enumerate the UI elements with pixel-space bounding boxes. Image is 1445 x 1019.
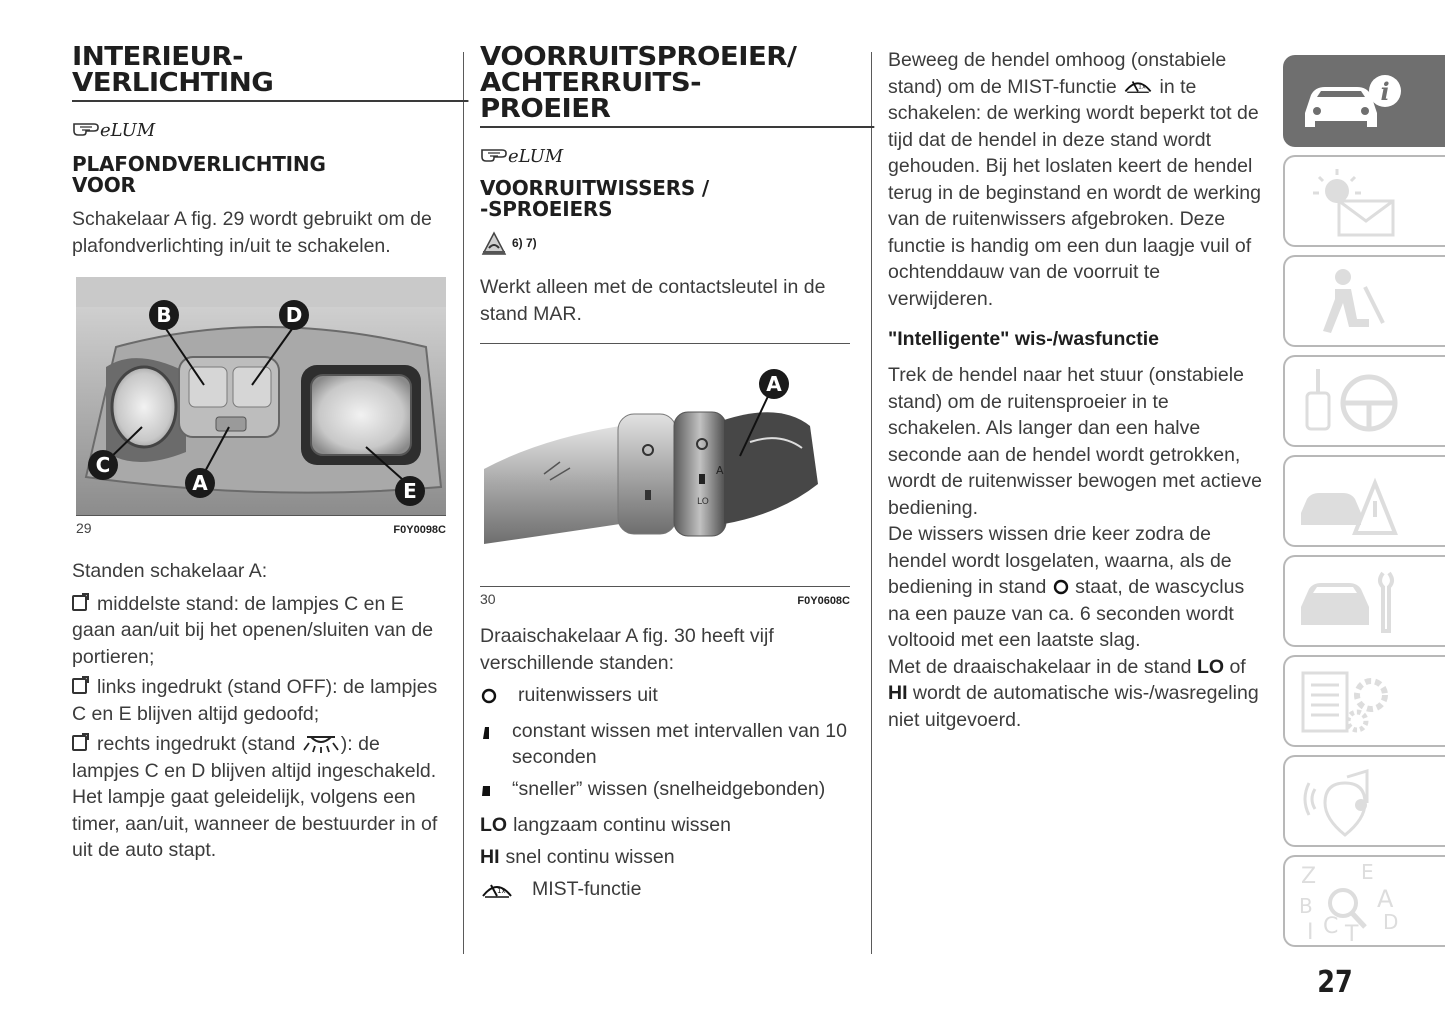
lo-hi-paragraph: Met de draaischakelaar in de stand LO of HI wordt de automatische wis-/wasregeling niet uitgevoerd. <box>888 655 1259 731</box>
section-heading-interior-lighting: INTERIEUR- VERLICHTING <box>72 44 468 102</box>
position-item: HI snel continu wissen <box>480 846 675 868</box>
bullet-item: middelste stand: de lampjes C en E gaan aan/uit bij het openen/sluiten van de portieren; <box>72 592 434 668</box>
positions-title: Standen schakelaar A: <box>72 560 268 582</box>
svg-text:A: A <box>1377 885 1394 913</box>
elum-hand-icon <box>72 116 156 141</box>
mist-paragraph: Beweeg de hendel omhoog (onstabiele stand) om de MIST-functie 1x in te schakelen: de werking wordt beperkt tot de tijd dat de hendel in deze stand wordt gehouden. Bij het loslaten keert de hendel terug in de beginstand en wordt de werking van de ruitenwissers afgebroken. Deze functie is handig om een dun laagje vuil of ochtenddauw van de voorruit te verwijderen. <box>888 49 1261 310</box>
warning-reference: 6) 7) <box>480 230 852 256</box>
figure-code: F0Y0608C <box>797 595 850 607</box>
svg-text:B: B <box>1299 894 1313 918</box>
position-item: constant wissen met intervallen van 10 seconden <box>480 718 852 770</box>
svg-text:B: B <box>156 303 172 327</box>
svg-text:T: T <box>1345 922 1359 947</box>
ceiling-light-symbol-icon <box>301 733 341 753</box>
svg-text:E: E <box>1361 860 1374 884</box>
tab-multimedia[interactable] <box>1283 755 1445 847</box>
elum-hand-icon <box>480 142 564 167</box>
column-divider <box>463 52 464 954</box>
car-info-icon <box>1295 63 1405 139</box>
figure-29 <box>72 277 446 536</box>
technical-data-icon <box>1295 663 1405 739</box>
figure-number: 30 <box>480 591 496 607</box>
svg-text:I: I <box>1307 920 1314 945</box>
callout-e <box>395 476 425 506</box>
svg-text:D: D <box>1383 910 1399 934</box>
column-divider <box>871 52 872 954</box>
position-item: LO langzaam continu wissen <box>480 814 731 836</box>
hi-label: HI <box>480 846 500 868</box>
callout-a <box>185 468 215 498</box>
svg-text:C: C <box>95 453 111 477</box>
bullet-item: rechts ingedrukt (stand ): de lampjes C en D blijven altijd ingeschakeld. <box>72 733 437 782</box>
svg-text:C: C <box>1323 914 1339 939</box>
off-circle-icon <box>480 687 498 705</box>
figure-caption <box>76 520 446 536</box>
bullet-item: links ingedrukt (stand OFF): de lampjes C en E blijven altijd gedoofd; <box>72 676 438 725</box>
airbag-safety-icon <box>1295 263 1405 339</box>
lo-label: LO <box>480 814 508 836</box>
tab-starting-driving[interactable] <box>1283 355 1445 447</box>
column-mist-intelligent-wash <box>888 47 1266 733</box>
svg-text:E: E <box>403 479 417 503</box>
position-item: “sneller” wissen (snelheidgebonden) <box>480 776 852 806</box>
checkbox-bullet-icon <box>72 735 87 751</box>
timer-paragraph: Het lampje gaat geleidelijk, volgens een timer, aan/uit, wanneer de bestuurder in of uit de auto stapt. <box>72 786 438 861</box>
tab-index[interactable] <box>1283 855 1445 947</box>
svg-text:eLUM: eLUM <box>508 146 564 167</box>
position-item: ruitenwissers uit <box>480 682 852 712</box>
figure-code: F0Y0098C <box>393 524 446 536</box>
off-circle-icon <box>1052 578 1070 596</box>
svg-text:A: A <box>192 471 208 495</box>
callout-c <box>88 450 118 480</box>
tab-technical-data[interactable] <box>1283 655 1445 747</box>
intro-paragraph: Schakelaar A fig. 29 wordt gebruikt om de plafondverlichting in/uit te schakelen. <box>72 208 432 257</box>
tab-safety[interactable] <box>1283 255 1445 347</box>
svg-text:i: i <box>1380 77 1390 106</box>
multimedia-icon <box>1295 763 1405 839</box>
figure-30 <box>480 343 852 607</box>
mist-wiper-icon <box>480 880 514 900</box>
tab-car-info[interactable] <box>1283 55 1445 147</box>
mist-wiper-icon <box>1122 77 1154 95</box>
position-item: 1x MIST-functie <box>480 876 852 907</box>
speed-wedge-icon <box>480 781 494 799</box>
svg-text:eLUM: eLUM <box>100 120 156 141</box>
ceiling-light-photo <box>76 277 446 515</box>
svg-text:A: A <box>766 372 782 396</box>
svg-text:LO: LO <box>697 497 709 507</box>
intelligent-wash-paragraph: Trek de hendel naar het stuur (onstabiele stand) om de ruitensproeier in te schakelen. Als langer dan een halve seconde aan de hendel wordt getrokken, wordt de ruitenwisser bewogen met actieve bediening. De wissers wissen drie keer zodra de hendel wordt losgelaten, waarna, als de bediening in stand staat, de wascyclus na een pauze van ca. 6 seconden wordt voltooid met een laatste slag. <box>888 364 1262 651</box>
svg-text:A: A <box>716 464 724 477</box>
subheading-front-ceiling-light: PLAFONDVERLICHTING VOOR <box>72 152 326 197</box>
svg-text:D: D <box>285 303 303 327</box>
subheading-wipers-washers: VOORRUITWISSERS / -SPROEIERS <box>480 176 710 221</box>
figure-caption <box>480 591 850 607</box>
section-heading-windscreen-washer: VOORRUITSPROEIER/ ACHTERRUITS- PROEIER <box>480 44 874 128</box>
callout-d <box>279 300 309 330</box>
subheading-intelligent-wash: "Intelligente" wis-/wasfunctie <box>888 328 1159 350</box>
wiper-stalk-photo <box>480 344 850 586</box>
checkbox-bullet-icon <box>72 678 87 694</box>
callout-a <box>759 369 789 399</box>
page-number: 27 <box>1317 965 1353 1000</box>
car-maintenance-icon <box>1295 563 1405 639</box>
column-windscreen-washer <box>480 44 852 913</box>
emergency-icon <box>1295 463 1405 539</box>
warning-lights-icon <box>1295 163 1405 239</box>
interval-wedge-icon <box>480 723 494 741</box>
tab-warning-lights[interactable] <box>1283 155 1445 247</box>
positions-list <box>480 682 852 907</box>
intro-paragraph: Werkt alleen met de contactsleutel in de stand MAR. <box>480 276 826 325</box>
column-interior-lighting <box>72 44 446 864</box>
index-icon <box>1295 860 1405 947</box>
checkbox-bullet-icon <box>72 595 87 611</box>
svg-text:1x: 1x <box>1138 83 1146 91</box>
callout-b <box>149 300 179 330</box>
key-steering-icon <box>1295 363 1405 439</box>
figure-number: 29 <box>76 520 92 536</box>
svg-text:1x: 1x <box>497 887 506 895</box>
positions-intro: Draaischakelaar A fig. 30 heeft vijf verschillende standen: <box>480 625 774 674</box>
svg-text:Z: Z <box>1301 864 1317 889</box>
warning-book-icon <box>480 230 508 256</box>
tab-maintenance[interactable] <box>1283 555 1445 647</box>
tab-emergency[interactable] <box>1283 455 1445 547</box>
